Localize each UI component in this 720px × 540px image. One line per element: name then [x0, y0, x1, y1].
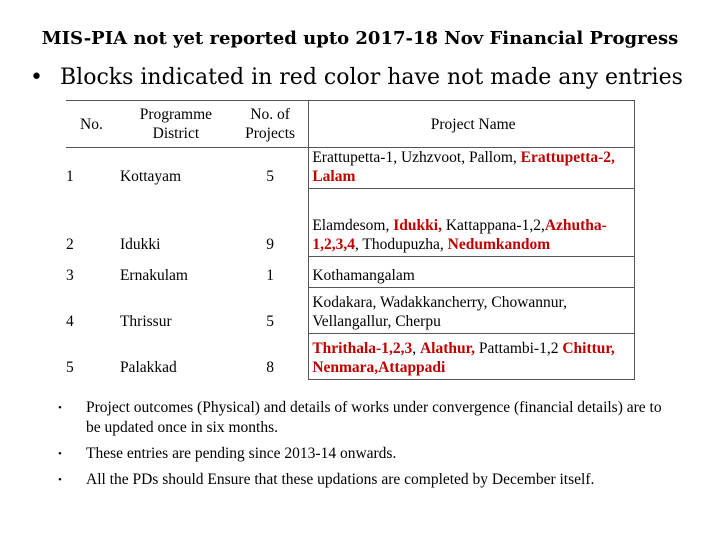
project-name: Pattambi-1,2 [474, 340, 563, 357]
row-number: 2 [66, 235, 74, 253]
header-count-line2: Projects [245, 125, 296, 142]
note-text: Project outcomes (Physical) and details of works under convergence (financial details) are to be updated once in six months. [86, 399, 662, 436]
row-district: Idukki [119, 235, 161, 253]
table-row [66, 189, 635, 257]
header-district [117, 101, 232, 148]
project-name-pending: Azhutha-1,2,3,4 [312, 217, 607, 253]
row-project-names [309, 257, 635, 288]
project-name-pending: Alathur, [419, 340, 475, 357]
row-number: 5 [66, 358, 74, 376]
project-name: Elamdesom, [312, 217, 394, 234]
bullet-icon: • [58, 402, 62, 414]
row-district: Ernakulam [119, 266, 188, 284]
header-count-line1: No. of [250, 106, 290, 123]
row-project-count: 5 [266, 167, 274, 185]
bullet-icon: • [30, 65, 43, 90]
table-row [66, 257, 635, 288]
main-bullet-text: Blocks indicated in red color have not made any entries [60, 65, 683, 90]
table-header-row [66, 101, 635, 148]
header-district-line1: Programme [139, 106, 213, 123]
row-project-count: 5 [266, 312, 274, 330]
note-item [58, 398, 678, 438]
project-name: Erattupetta-1, Uzhzvoot, Pallom, [312, 149, 521, 166]
row-project-names [309, 148, 635, 189]
header-project-name: Project Name [309, 101, 635, 148]
row-district: Kottayam [119, 167, 182, 185]
notes-list [58, 398, 678, 496]
row-number: 4 [66, 312, 74, 330]
row-number: 3 [66, 266, 74, 284]
header-district-line2: District [152, 125, 200, 142]
project-name: Kothamangalam [312, 267, 415, 284]
project-name: , [412, 340, 420, 357]
project-name: , Thodupuzha, [354, 236, 448, 253]
row-project-names [309, 288, 635, 334]
note-text: These entries are pending since 2013-14 onwards. [86, 445, 397, 462]
project-name-pending: Chittur, Nenmara,Attappadi [312, 340, 615, 376]
row-district: Palakkad [119, 358, 177, 376]
bullet-icon: • [58, 448, 62, 460]
header-no: No. [66, 101, 117, 148]
row-project-count: 1 [266, 266, 274, 284]
note-item [58, 444, 678, 464]
note-item [58, 470, 678, 490]
row-project-count: 8 [266, 358, 274, 376]
header-count [232, 101, 309, 148]
bullet-icon: • [58, 474, 62, 486]
row-project-names [309, 189, 635, 257]
projects-table [66, 100, 635, 380]
project-name: Kattappana-1,2, [441, 217, 545, 234]
project-name-pending: Idukki, [393, 217, 442, 234]
table-row [66, 288, 635, 334]
row-number: 1 [66, 167, 74, 185]
table-row [66, 334, 635, 380]
table-row [66, 148, 635, 189]
table-body [66, 148, 635, 380]
main-bullet-point [30, 65, 710, 90]
slide-title: MIS-PIA not yet reported upto 2017-18 Nov Financial Progress [41, 28, 679, 49]
row-district: Thrissur [119, 312, 172, 330]
row-project-names [309, 334, 635, 380]
project-name-pending: Erattupetta-2, Lalam [312, 149, 615, 185]
project-name-pending: Thrithala-1,2,3 [312, 340, 413, 357]
project-name: Kodakara, Wadakkancherry, Chowannur, Vellangallur, Cherpu [312, 294, 567, 330]
note-text: All the PDs should Ensure that these updations are completed by December itself. [86, 471, 595, 488]
row-project-count: 9 [266, 235, 274, 253]
project-name-pending: Nedumkandom [447, 236, 551, 253]
